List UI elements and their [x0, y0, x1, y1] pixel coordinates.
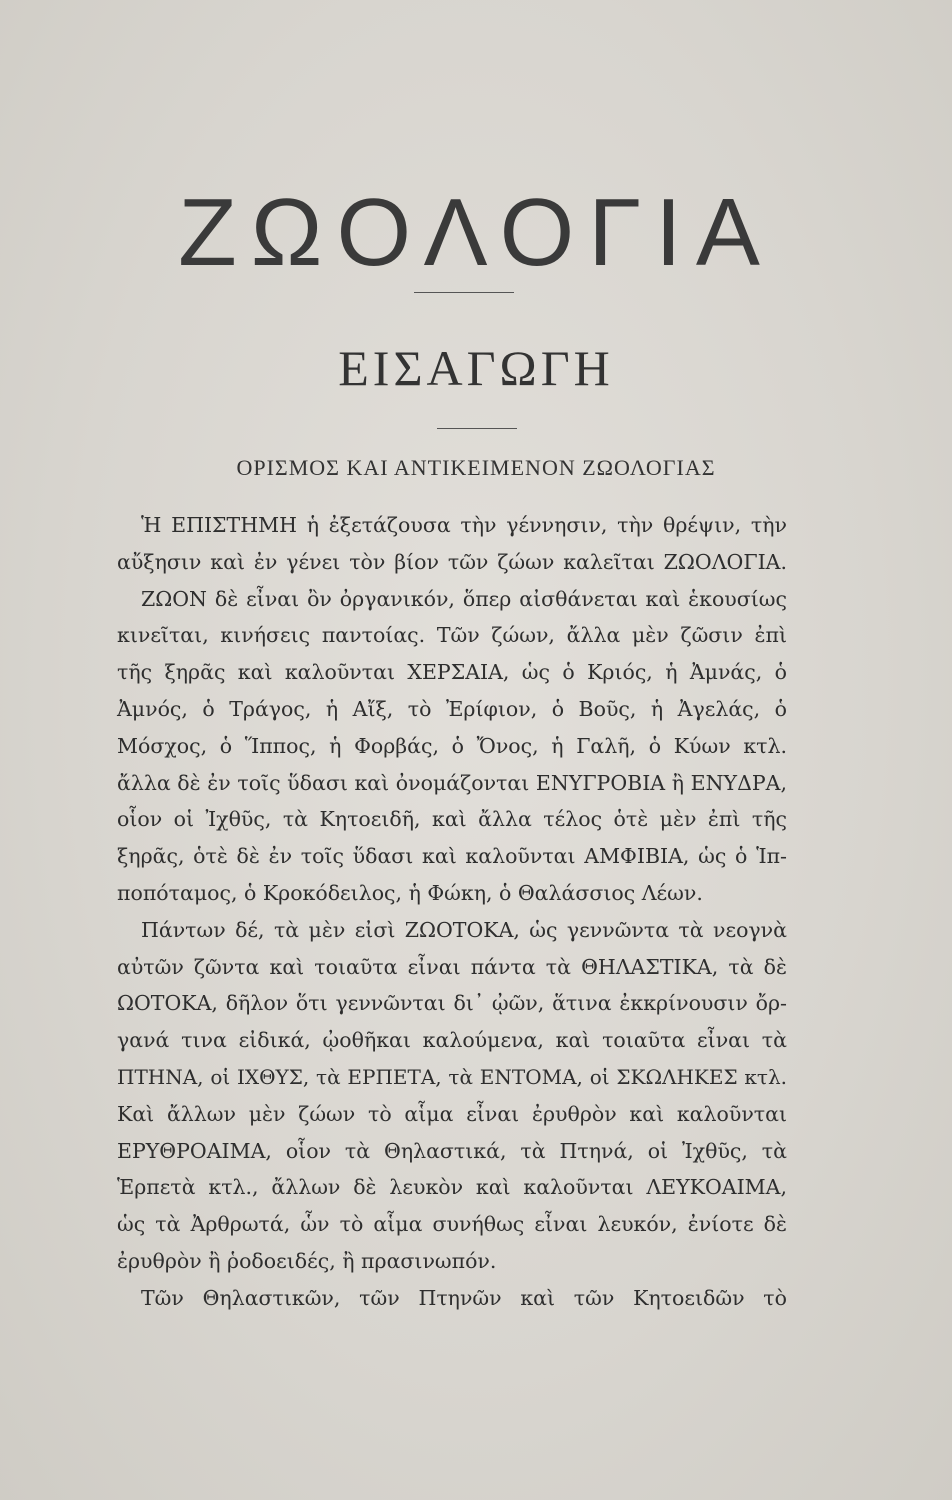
text-line: ὡς τὰ Ἀρθρωτά, ὧν τὸ αἷμα συνήθως εἶναι λευκόν, ἐνίοτε δὲ	[117, 1212, 787, 1237]
text-line: ΠΤΗΝΑ, οἱ ΙΧΘΥΣ, τὰ ΕΡΠΕΤΑ, τὰ ΕΝΤΟΜΑ, οἱ ΣΚΩΛΗΚΕΣ κτλ.	[117, 1064, 787, 1089]
subtitle-divider	[437, 428, 517, 429]
text-line: ξηρᾶς, ὁτὲ δὲ ἐν τοῖς ὕδασι καὶ καλοῦνται ΑΜΦΙΒΙΑ, ὡς ὁ Ἱπ-	[117, 844, 787, 869]
section-heading: ΟΡΙΣΜΟΣ ΚΑΙ ΑΝΤΙΚΕΙΜΕΝΟΝ ΖΩΟΛΟΓΙΑΣ	[236, 455, 716, 480]
page-title: ΖΩΟΛΟΓΙΑ	[178, 179, 774, 286]
text-line: ΕΡΥΘΡΟΑΙΜΑ, οἷον τὰ Θηλαστικά, τὰ Πτηνά, οἱ Ἰχθῦς, τὰ	[117, 1138, 787, 1163]
text-line: ποπόταμος, ὁ Κροκόδειλος, ἡ Φώκη, ὁ Θαλάσσιος Λέων.	[117, 880, 703, 905]
text-line: οἷον οἱ Ἰχθῦς, τὰ Κητοειδῆ, καὶ ἄλλα τέλος ὁτὲ μὲν ἐπὶ τῆς	[117, 807, 787, 832]
text-line: ΖΩΟΝ δὲ εἶναι ὂν ὀργανικόν, ὅπερ αἰσθάνεται καὶ ἑκουσίως	[141, 586, 787, 611]
text-line: κινεῖται, κινήσεις παντοίας. Τῶν ζώων, ἄλλα μὲν ζῶσιν ἐπὶ	[117, 623, 787, 648]
body-text	[117, 507, 787, 1317]
text-line: Ἀμνός, ὁ Τράγος, ἡ Αἴξ, τὸ Ἐρίφιον, ὁ Βοῦς, ἡ Ἀγελάς, ὁ	[117, 696, 787, 721]
text-line: Ἡ ΕΠΙΣΤΗΜΗ ἡ ἐξετάζουσα τὴν γέννησιν, τὴν θρέψιν, τὴν	[141, 513, 787, 537]
text-line: ΩΟΤΟΚΑ, δῆλον ὅτι γεννῶνται δι᾽ ᾠῶν, ἅτινα ἐκκρίνουσιν ὄρ-	[117, 991, 787, 1016]
text-line: ἄλλα δὲ ἐν τοῖς ὕδασι καὶ ὀνομάζονται ΕΝΥΓΡΟΒΙΑ ἢ ΕΝΥΔΡΑ,	[117, 770, 787, 795]
text-line: αὔξησιν καὶ ἐν γένει τὸν βίον τῶν ζώων καλεῖται ΖΩΟΛΟΓΙΑ.	[117, 549, 787, 574]
chapter-subtitle: ΕΙΣΑΓΩΓΗ	[338, 340, 614, 396]
title-divider	[414, 292, 514, 293]
text-line: τῆς ξηρᾶς καὶ καλοῦνται ΧΕΡΣΑΙΑ, ὡς ὁ Κριός, ἡ Ἀμνάς, ὁ	[117, 660, 787, 685]
text-line: Καὶ ἄλλων μὲν ζώων τὸ αἷμα εἶναι ἐρυθρὸν καὶ καλοῦνται	[117, 1101, 787, 1126]
text-line: ἐρυθρὸν ἢ ῥοδοειδές, ἢ πρασινωπόν.	[117, 1248, 497, 1273]
text-line: αὐτῶν ζῶντα καὶ τοιαῦτα εἶναι πάντα τὰ ΘΗΛΑΣΤΙΚΑ, τὰ δὲ	[117, 954, 787, 979]
text-line: Τῶν Θηλαστικῶν, τῶν Πτηνῶν καὶ τῶν Κητοειδῶν τὸ	[141, 1285, 787, 1310]
text-line: Ἑρπετὰ κτλ., ἄλλων δὲ λευκὸν καὶ καλοῦνται ΛΕΥΚΟΑΙΜΑ,	[117, 1175, 787, 1200]
text-line: Πάντων δέ, τὰ μὲν εἰσὶ ΖΩΟΤΟΚΑ, ὡς γεννῶντα τὰ νεογνὰ	[141, 917, 787, 942]
text-line: γανά τινα εἰδικά, ᾠοθῆκαι καλούμενα, καὶ τοιαῦτα εἶναι τὰ	[117, 1028, 787, 1053]
text-line: Μόσχος, ὁ Ἵππος, ἡ Φορβάς, ὁ Ὄνος, ἡ Γαλῆ, ὁ Κύων κτλ.	[117, 733, 787, 758]
